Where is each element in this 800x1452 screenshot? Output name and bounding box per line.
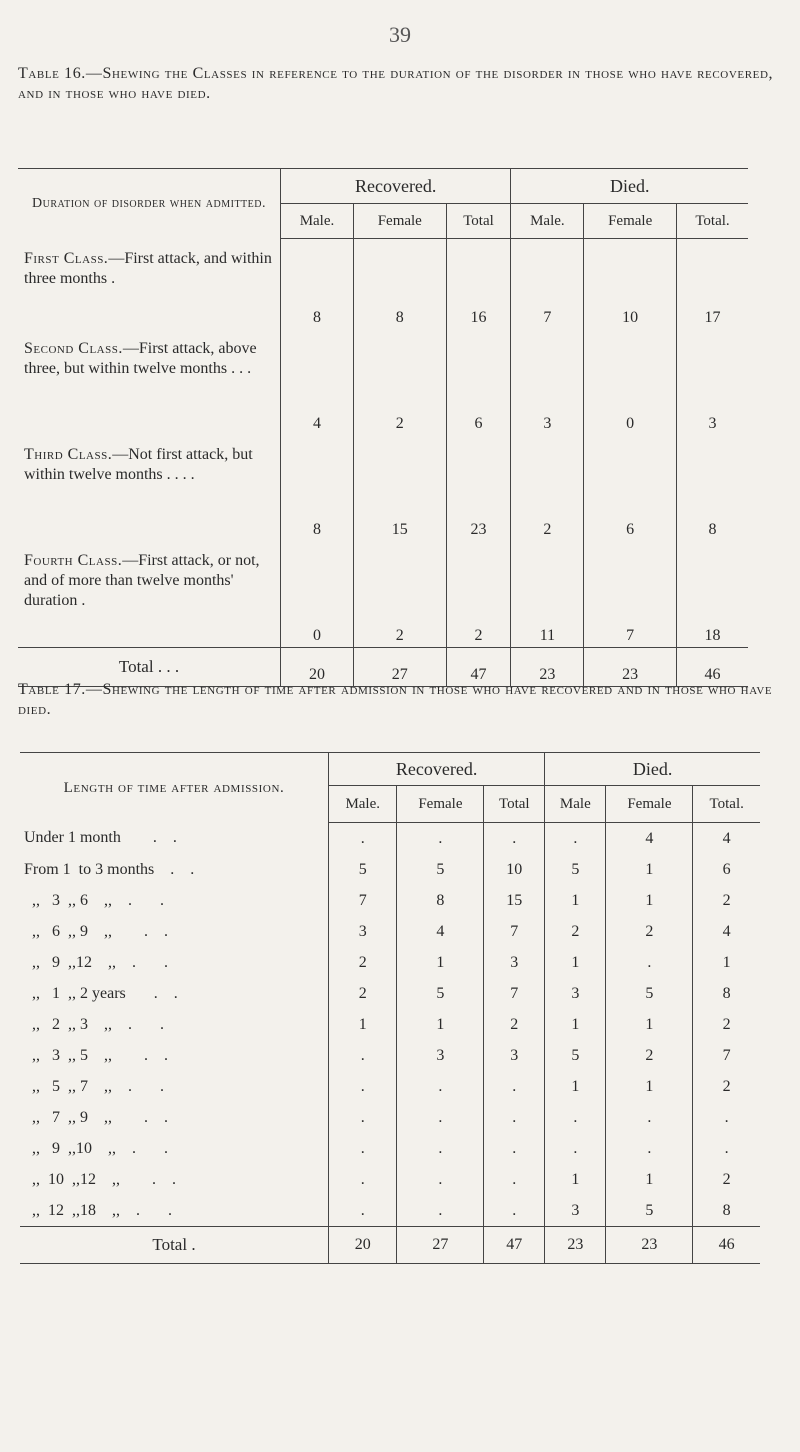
table-row bbox=[20, 1040, 760, 1071]
table-cell: 3 bbox=[708, 414, 717, 432]
table-cell: . bbox=[329, 1040, 397, 1071]
table-cell: . bbox=[329, 1133, 397, 1164]
table-cell: 2 bbox=[606, 1040, 693, 1071]
table-cell: 4 bbox=[722, 922, 731, 940]
table-cell: 15 bbox=[353, 435, 446, 541]
row-label: ,, 7 ,, 9 ,, . . bbox=[20, 1102, 329, 1133]
table17-caption bbox=[18, 680, 778, 720]
total-cell: 20 bbox=[329, 1227, 397, 1264]
row-label bbox=[18, 329, 281, 435]
table-cell: 1 bbox=[545, 1164, 606, 1195]
table16-caption-lead: Table 16. bbox=[18, 65, 86, 82]
table-cell: . bbox=[484, 1133, 545, 1164]
row-label-head: Third Class. bbox=[24, 445, 113, 463]
table-cell: 17 bbox=[704, 308, 721, 326]
table-cell: 2 bbox=[545, 916, 606, 947]
table-cell: 2 bbox=[329, 947, 397, 978]
total-cell: 23 bbox=[606, 1227, 693, 1264]
row-label-text: —First attack, and within three months . bbox=[24, 249, 272, 287]
table-row bbox=[20, 823, 760, 855]
table-cell: 5 bbox=[545, 1040, 606, 1071]
table-cell: 8 bbox=[353, 239, 446, 329]
total-cell: 47 bbox=[484, 1227, 545, 1264]
table-cell: . bbox=[397, 1133, 484, 1164]
table-cell: 8 bbox=[281, 239, 354, 329]
table16-stub-header: Duration of disorder when admitted. bbox=[18, 169, 281, 239]
table-row bbox=[20, 885, 760, 916]
table-row bbox=[20, 854, 760, 885]
table-cell: 10 bbox=[584, 239, 677, 329]
row-label bbox=[18, 435, 281, 541]
table-cell: 7 bbox=[511, 239, 584, 329]
table-row bbox=[20, 947, 760, 978]
table16 bbox=[18, 168, 748, 687]
table-cell: 1 bbox=[606, 885, 693, 916]
table17-stub-header: Length of time after admission. bbox=[20, 753, 329, 823]
table-cell: 1 bbox=[545, 1009, 606, 1040]
table-cell: . bbox=[329, 1071, 397, 1102]
table17 bbox=[20, 752, 760, 1264]
row-label: ,, 1 ,, 2 years . . bbox=[20, 978, 329, 1009]
row-label: ,, 2 ,, 3 ,, . . bbox=[20, 1009, 329, 1040]
table-row bbox=[18, 435, 748, 541]
table-cell: 1 bbox=[397, 1009, 484, 1040]
table-cell: 4 bbox=[606, 823, 693, 855]
row-label bbox=[18, 541, 281, 648]
table-cell: . bbox=[484, 1164, 545, 1195]
table-cell: . bbox=[329, 823, 397, 855]
table-cell: . bbox=[724, 1139, 729, 1157]
table-cell: . bbox=[606, 1102, 693, 1133]
table-row bbox=[18, 239, 748, 329]
table-cell: 2 bbox=[722, 1015, 731, 1033]
total-row bbox=[20, 1227, 760, 1264]
table-cell: 5 bbox=[397, 854, 484, 885]
table-cell: 3 bbox=[545, 1195, 606, 1227]
table16-caption bbox=[18, 64, 778, 104]
table-cell: 8 bbox=[281, 435, 354, 541]
total-cell: 27 bbox=[353, 647, 446, 686]
total-cell: 23 bbox=[545, 1227, 606, 1264]
table17-recovered-header: Recovered. bbox=[329, 753, 545, 786]
table-cell: 3 bbox=[484, 947, 545, 978]
table-cell: 2 bbox=[329, 978, 397, 1009]
table-cell: 2 bbox=[446, 541, 511, 648]
table-cell: 5 bbox=[606, 1195, 693, 1227]
table-cell: 1 bbox=[397, 947, 484, 978]
table-cell: 3 bbox=[545, 978, 606, 1009]
table-cell: 2 bbox=[722, 1077, 731, 1095]
total-cell: 46 bbox=[693, 1227, 760, 1264]
table-cell: 10 bbox=[484, 854, 545, 885]
row-label: From 1 to 3 months . . bbox=[20, 854, 329, 885]
row-label-head: First Class. bbox=[24, 249, 109, 267]
table-cell: 1 bbox=[545, 1071, 606, 1102]
table-cell: 18 bbox=[704, 626, 721, 644]
table-row bbox=[20, 916, 760, 947]
table-cell: . bbox=[484, 1102, 545, 1133]
table-cell: 1 bbox=[606, 854, 693, 885]
table-cell: 3 bbox=[511, 329, 584, 435]
table-cell: 0 bbox=[281, 541, 354, 648]
row-label: Under 1 month . . bbox=[20, 823, 329, 855]
row-label: ,, 3 ,, 6 ,, . . bbox=[20, 885, 329, 916]
row-label: ,, 3 ,, 5 ,, . . bbox=[20, 1040, 329, 1071]
table-cell: 2 bbox=[722, 891, 731, 909]
table-cell: 6 bbox=[584, 435, 677, 541]
total-cell: 20 bbox=[281, 647, 354, 686]
table-cell: . bbox=[329, 1195, 397, 1227]
table-cell: 1 bbox=[606, 1009, 693, 1040]
table-cell: 8 bbox=[708, 520, 717, 538]
table-cell: 1 bbox=[545, 947, 606, 978]
table-cell: . bbox=[545, 1102, 606, 1133]
table-cell: 23 bbox=[446, 435, 511, 541]
row-label-text: —First attack, or not, and of more than twelve months' duration . bbox=[24, 551, 260, 609]
table-cell: . bbox=[397, 1195, 484, 1227]
table16-col-header: Total bbox=[446, 204, 511, 239]
table-cell: 5 bbox=[397, 978, 484, 1009]
table-cell: . bbox=[329, 1164, 397, 1195]
table-cell: . bbox=[484, 823, 545, 855]
table-cell: . bbox=[329, 1102, 397, 1133]
table17-col-header: Female bbox=[397, 786, 484, 823]
table-row bbox=[18, 329, 748, 435]
table16-recovered-header: Recovered. bbox=[281, 169, 511, 204]
table-cell: 7 bbox=[484, 978, 545, 1009]
table-cell: 2 bbox=[353, 329, 446, 435]
table-cell: 4 bbox=[722, 829, 731, 847]
table16-col-header: Female bbox=[353, 204, 446, 239]
total-cell: 23 bbox=[511, 647, 584, 686]
table17-col-header: Total. bbox=[693, 786, 760, 823]
total-cell: 27 bbox=[397, 1227, 484, 1264]
table-cell: 8 bbox=[722, 984, 731, 1002]
table-cell: 2 bbox=[353, 541, 446, 648]
table-cell: . bbox=[397, 1164, 484, 1195]
table-cell: 2 bbox=[606, 916, 693, 947]
table-cell: 1 bbox=[545, 885, 606, 916]
table-cell: 4 bbox=[281, 329, 354, 435]
total-cell: 47 bbox=[446, 647, 511, 686]
table-cell: . bbox=[484, 1071, 545, 1102]
table-cell: 11 bbox=[511, 541, 584, 648]
table-row bbox=[20, 1195, 760, 1227]
table-cell: 2 bbox=[511, 435, 584, 541]
total-label: Total . . . bbox=[18, 647, 281, 686]
table-cell: . bbox=[724, 1108, 729, 1126]
table-row bbox=[20, 978, 760, 1009]
table-row bbox=[20, 1164, 760, 1195]
table-cell: 0 bbox=[584, 329, 677, 435]
table-row bbox=[20, 1133, 760, 1164]
row-label-head: Fourth Class. bbox=[24, 551, 123, 569]
table17-caption-text: —Shewing the length of time after admission in those who have recovered and in those who have died. bbox=[18, 681, 773, 718]
table-cell: 5 bbox=[545, 854, 606, 885]
table-row bbox=[18, 541, 748, 648]
table16-col-header: Male. bbox=[511, 204, 584, 239]
table17-col-header: Female bbox=[606, 786, 693, 823]
table-cell: 8 bbox=[722, 1201, 731, 1219]
table-cell: 1 bbox=[722, 953, 731, 971]
total-cell: 23 bbox=[584, 647, 677, 686]
table-cell: 7 bbox=[329, 885, 397, 916]
row-label: ,, 6 ,, 9 ,, . . bbox=[20, 916, 329, 947]
table-cell: . bbox=[606, 1133, 693, 1164]
total-cell: 46 bbox=[676, 647, 748, 686]
row-label: ,, 9 ,,10 ,, . . bbox=[20, 1133, 329, 1164]
table-cell: 7 bbox=[584, 541, 677, 648]
table-cell: 5 bbox=[606, 978, 693, 1009]
table-cell: . bbox=[397, 1102, 484, 1133]
table-cell: 1 bbox=[606, 1164, 693, 1195]
table17-col-header: Total bbox=[484, 786, 545, 823]
table16-caption-text: —Shewing the Classes in reference to the duration of the disorder in those who have recovered, and in those who have died. bbox=[18, 65, 774, 102]
table-cell: 5 bbox=[329, 854, 397, 885]
row-label-text: —First attack, above three, but within twelve months . . . bbox=[24, 339, 257, 377]
row-label bbox=[18, 239, 281, 329]
table-cell: 2 bbox=[722, 1170, 731, 1188]
row-label: ,, 10 ,,12 ,, . . bbox=[20, 1164, 329, 1195]
table-cell: 16 bbox=[446, 239, 511, 329]
table-cell: 7 bbox=[722, 1046, 731, 1064]
table-cell: 1 bbox=[329, 1009, 397, 1040]
table16-col-header: Total. bbox=[676, 204, 748, 239]
total-label: Total . bbox=[20, 1227, 329, 1264]
table17-col-header: Male. bbox=[329, 786, 397, 823]
table16-col-header: Male. bbox=[281, 204, 354, 239]
table-cell: 7 bbox=[484, 916, 545, 947]
row-label: ,, 5 ,, 7 ,, . . bbox=[20, 1071, 329, 1102]
table17-died-header: Died. bbox=[545, 753, 760, 786]
table-cell: 6 bbox=[722, 860, 731, 878]
row-label: ,, 12 ,,18 ,, . . bbox=[20, 1195, 329, 1227]
table-cell: 3 bbox=[329, 916, 397, 947]
row-label-head: Second Class. bbox=[24, 339, 123, 357]
table17-caption-lead: Table 17. bbox=[18, 681, 86, 698]
table16-died-header: Died. bbox=[511, 169, 748, 204]
table-cell: . bbox=[397, 1071, 484, 1102]
table-row bbox=[20, 1071, 760, 1102]
table-cell: 6 bbox=[446, 329, 511, 435]
table-cell: . bbox=[545, 823, 606, 855]
table-cell: . bbox=[397, 823, 484, 855]
table-row bbox=[20, 1102, 760, 1133]
table17-col-header: Male bbox=[545, 786, 606, 823]
table-row bbox=[20, 1009, 760, 1040]
table-cell: 4 bbox=[397, 916, 484, 947]
table-cell: 8 bbox=[397, 885, 484, 916]
table-cell: 15 bbox=[484, 885, 545, 916]
table-cell: 1 bbox=[606, 1071, 693, 1102]
table-cell: 3 bbox=[484, 1040, 545, 1071]
row-label: ,, 9 ,,12 ,, . . bbox=[20, 947, 329, 978]
table-cell: 3 bbox=[397, 1040, 484, 1071]
row-label-text: —Not first attack, but within twelve months . . . . bbox=[24, 445, 253, 483]
table-cell: . bbox=[484, 1195, 545, 1227]
page-number: 39 bbox=[389, 22, 411, 47]
table-cell: . bbox=[545, 1133, 606, 1164]
table16-col-header: Female bbox=[584, 204, 677, 239]
table-cell: 2 bbox=[484, 1009, 545, 1040]
table-cell: . bbox=[606, 947, 693, 978]
